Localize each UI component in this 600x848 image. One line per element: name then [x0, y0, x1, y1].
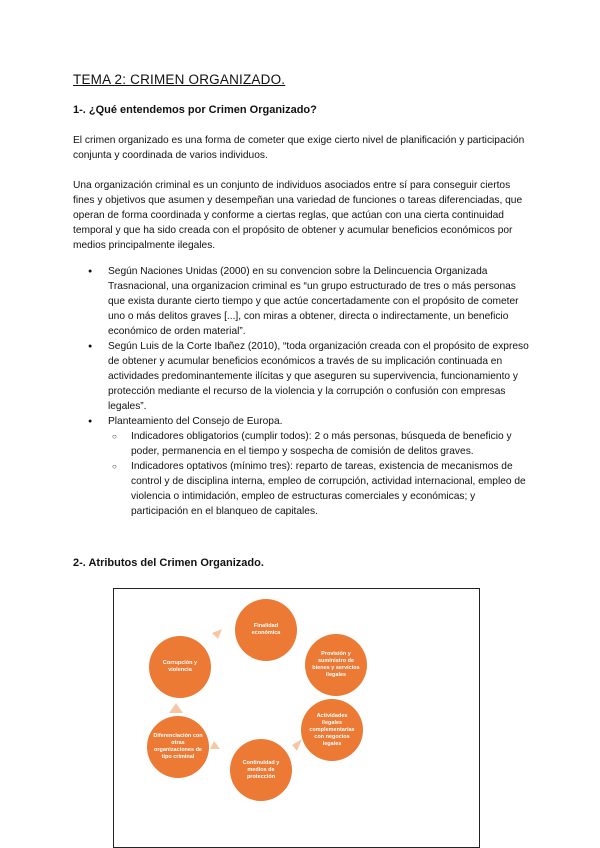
arrow-6 [212, 629, 222, 639]
sub-bullet-obligatorios: ○ Indicadores obligatorios (cumplir todos): 2 o más personas, búsqueda de beneficio y poder, permanencia en el tiempo y sospecha de comisión de delitos graves. [108, 429, 535, 459]
node-diferenciacion: Diferenciación con otras organizaciones de tipo criminal [147, 716, 209, 778]
sub-bullet-optativos: ○ Indicadores optativos (mínimo tres): reparto de tareas, existencia de mecanismos de control y de disciplina interna, empleo de corrupción, actividad internacional, empleo de violencia o intimidación, empleo de estructuras comerciales y económicas; y participación en el blanqueo de capitales. [108, 459, 535, 519]
arrow-3 [292, 739, 302, 751]
node-finalidad-economica: Finalidad económica [235, 599, 297, 661]
section-2-heading: 2-. Atributos del Crimen Organizado. [73, 557, 264, 569]
paragraph-organization [73, 178, 533, 253]
node-provision-suministro: Provisión y suministro de bienes y servicios ilegales [305, 634, 367, 696]
node-corrupcion-violencia: Corrupción y violencia [149, 636, 211, 698]
arrow-4 [210, 741, 220, 749]
paragraph-definition [73, 133, 533, 163]
bullet-de-la-corte: ● Según Luis de la Corte Ibañez (2010), “toda organización creada con el propósito de expreso de obtener y acumular beneficios económicos a través de su implicación continuada en actividades predominantemente ilícitas y que aseguren su supervivencia, funcionamiento y protección mediante el recurso de la violencia y la corrupción o confusión con empresas legales”. [73, 339, 535, 414]
paragraph-2-text: Una organización criminal es un conjunto de individuos asociados entre sí para conseguir ciertos fines y objetivos que asumen y desempeñan una variedad de funciones o tareas diferenciadas, que operan de forma coordinada y conforme a ciertas reglas, que actúan con una cierta continuidad temporal y que ha sido creada con el propósito de obtener y acumular beneficios económicos por medios principalmente ilegales. [73, 180, 523, 251]
page-title: TEMA 2: CRIMEN ORGANIZADO. [73, 72, 286, 87]
bullet-naciones-unidas: ● Según Naciones Unidas (2000) en su convencion sobre la Delincuencia Organizada Trasnacional, una organizacion criminal es “un grupo estructurado de tres o más personas que exista durante cierto tiempo y que actúe concertadamente con el propósito de cometer uno o más delitos graves [...], con miras a obtener, directa o indirectamente, un beneficio económico de orden material”. [73, 264, 535, 339]
bullet-list [73, 264, 535, 519]
node-continuidad-proteccion: Continuidad y medios de protección [230, 739, 292, 801]
section-1-heading: 1-. ¿Qué entendemos por Crimen Organizado? [73, 104, 317, 116]
arrow-5 [169, 703, 183, 713]
bullet-consejo-europa [73, 414, 535, 519]
bullet-consejo-europa-text: Planteamiento del Consejo de Europa. [108, 416, 283, 427]
sub-bullet-list [108, 429, 535, 519]
node-actividades-ilegales: Actividades ilegales complementarias con negocios legales [301, 699, 363, 761]
paragraph-1-text: El crimen organizado es una forma de cometer que exige cierto nivel de planificación y participación conjunta y coordinada de varios individuos. [73, 135, 525, 161]
attributes-cycle-diagram [113, 588, 480, 848]
